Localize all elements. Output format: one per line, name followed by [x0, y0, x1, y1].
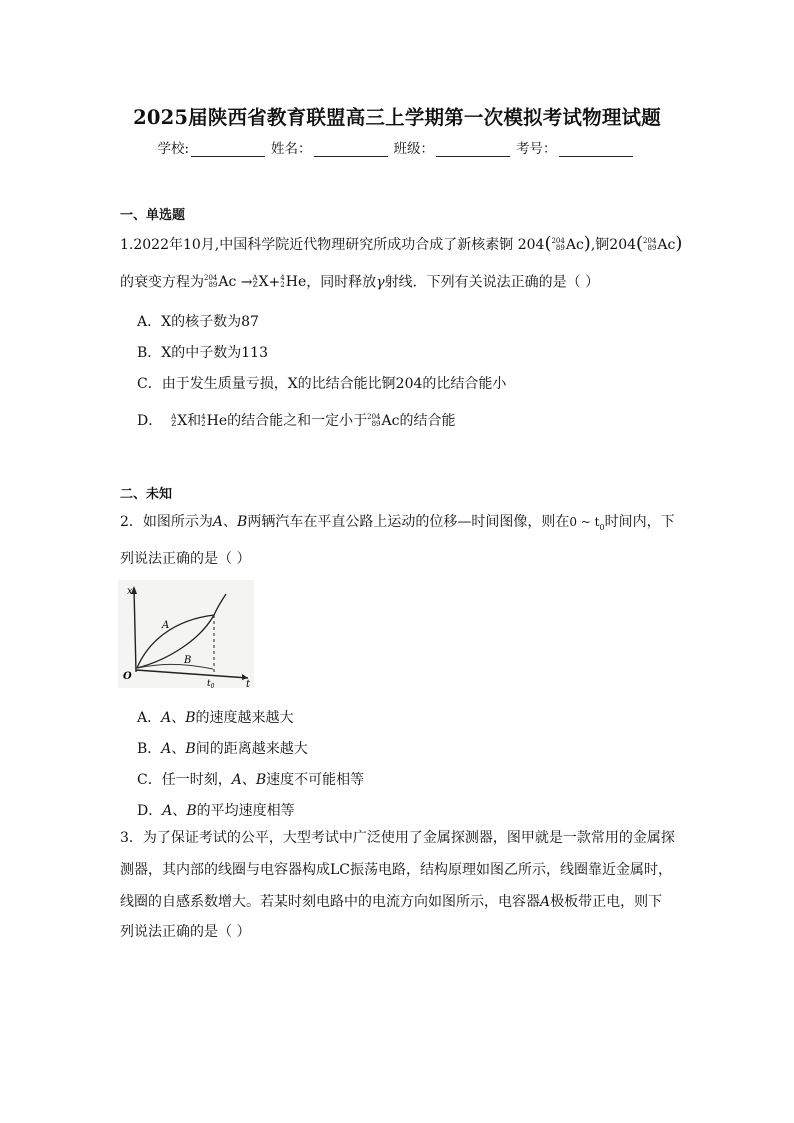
question-1-line-1: 1.2022年10月,中国科学院近代物理研究所成功合成了新核素锕 204( 204 89 Ac ),锕204( 204 89 Ac ) — [120, 233, 683, 254]
name-field[interactable]: 姓名： — [271, 137, 392, 157]
section-heading-unknown: 二、未知 — [120, 487, 173, 502]
question-3-line-1: 3．为了保证考试的公平，大型考试中广泛使用了金属探测器，图甲就是一款常用的金属探 — [120, 830, 675, 846]
decay-equation: 204 89 Ac — [204, 274, 237, 290]
q1-option-a[interactable]: A．X的核子数为87 — [137, 314, 259, 330]
student-info-row — [0, 137, 794, 157]
name-blank[interactable] — [314, 142, 388, 157]
curve-a-label: A — [162, 620, 170, 631]
class-field[interactable]: 班级： — [394, 137, 515, 157]
school-field[interactable]: 学校: — [157, 137, 269, 157]
origin-label: O — [123, 671, 132, 682]
position-time-graph — [118, 580, 254, 688]
question-3-line-4: 列说法正确的是（ ） — [120, 924, 251, 940]
q2-option-d[interactable]: D．A、B的平均速度相等 — [137, 803, 295, 819]
question-2-line-1: 2．如图所示为A、B两辆汽车在平直公路上运动的位移—时间图像，则在0 ~ $t_0$时间内，下 — [120, 514, 675, 532]
page-title: 2025届陕西省教育联盟高三上学期第一次模拟考试物理试题 — [133, 106, 661, 129]
arrow-icon: → — [240, 274, 253, 291]
t-axis-label: t — [246, 679, 251, 688]
q1-option-b[interactable]: B．X的中子数为113 — [137, 345, 268, 361]
class-blank[interactable] — [436, 142, 510, 157]
q2-option-b[interactable]: B．A、B间的距离越来越大 — [137, 741, 308, 757]
section-heading-single-choice: 一、单选题 — [120, 208, 186, 223]
q2-option-c[interactable]: C．任一时刻，A、B速度不可能相等 — [137, 772, 365, 788]
exam-number-blank[interactable] — [559, 142, 633, 157]
t0-label: $t_0$ — [207, 679, 215, 688]
question-2-line-2: 列说法正确的是（ ） — [120, 551, 251, 567]
question-3-line-3: 线圈的自感系数增大。若某时刻电路中的电流方向如图所示，电容器A极板带正电，则下 — [120, 894, 663, 910]
curve-b-label: B — [184, 655, 192, 666]
q2-option-a[interactable]: A．A、B的速度越来越大 — [137, 710, 294, 726]
question-3-line-2: 测器，其内部的线圈与电容器构成LC振荡电路，结构原理如图乙所示，线圈靠近金属时， — [120, 862, 673, 878]
x-axis-label: x — [127, 586, 133, 597]
school-blank[interactable] — [191, 142, 265, 157]
q1-option-d[interactable]: D． A Z X 和 4 2 He 的结合能之和一定小于 204 89 Ac 的结合能 — [137, 413, 456, 429]
q1-option-c[interactable]: C．由于发生质量亏损，X的比结合能比锕204的比结合能小 — [137, 376, 507, 392]
question-1-line-2: 的衰变方程为 204 89 Ac → A Z X + 4 2 He ，同时释放γ射线．下列有关说法正确的是（ ） — [120, 274, 600, 291]
exam-number-field[interactable]: 考号： — [516, 137, 637, 157]
